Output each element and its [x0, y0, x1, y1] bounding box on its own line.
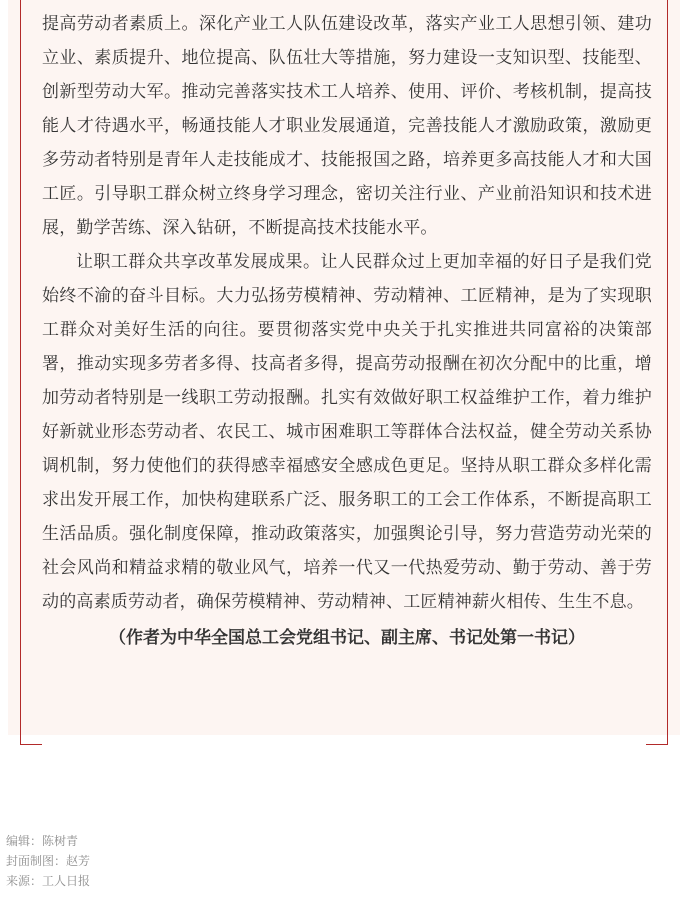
frame-border-left — [20, 0, 21, 745]
article-paragraph: 提高劳动者素质上。深化产业工人队伍建设改革，落实产业工人思想引领、建功立业、素质提升、地位提高、队伍壮大等措施，努力建设一支知识型、技能型、创新型劳动大军。推动完善落实技术工人培养、使用、评价、考核机制，提高技能人才待遇水平，畅通技能人才职业发展通道，完善技能人才激励政策，激励更多劳动者特别是青年人走技能成才、技能报国之路，培养更多高技能人才和大国工匠。引导职工群众树立终身学习理念，密切关注行业、产业前沿知识和技术进展，勤学苦练、深入钻研，不断提高技术技能水平。 — [42, 14, 652, 238]
frame-corner-left — [20, 744, 42, 745]
article-paragraph: 让职工群众共享改革发展成果。让人民群众过上更加幸福的好日子是我们党始终不渝的奋斗目标。大力弘扬劳模精神、劳动精神、工匠精神，是为了实现职工群众对美好生活的向往。要贯彻落实党中央关于扎实推进共同富裕的决策部署，推动实现多劳者多得、技高者多得，提高劳动报酬在初次分配中的比重，增加劳动者特别是一线职工劳动报酬。扎实有效做好职工权益维护工作，着力维护好新就业形态劳动者、农民工、城市困难职工等群体合法权益，健全劳动关系协调机制，努力使他们的获得感幸福感安全感成色更足。坚持从职工群众多样化需求出发开展工作，加快构建联系广泛、服务职工的工会工作体系，不断提高职工生活品质。强化制度保障，推动政策落实，加强舆论引导，努力营造劳动光荣的社会风尚和精益求精的敬业风气，培养一代又一代热爱劳动、勤于劳动、善于劳动的高素质劳动者，确保劳模精神、劳动精神、工匠精神薪火相传、生生不息。 — [42, 252, 652, 612]
article-body — [42, 0, 652, 655]
author-note: （作者为中华全国总工会党组书记、副主席、书记处第一书记） — [109, 628, 585, 648]
frame-border-right — [667, 0, 668, 745]
source-credit: 来源：工人日报 — [6, 874, 91, 888]
cover-design-credit: 封面制图：赵芳 — [6, 854, 91, 868]
frame-corner-right — [646, 744, 668, 745]
credits — [6, 831, 90, 891]
editor-credit: 编辑：陈树青 — [6, 834, 79, 848]
